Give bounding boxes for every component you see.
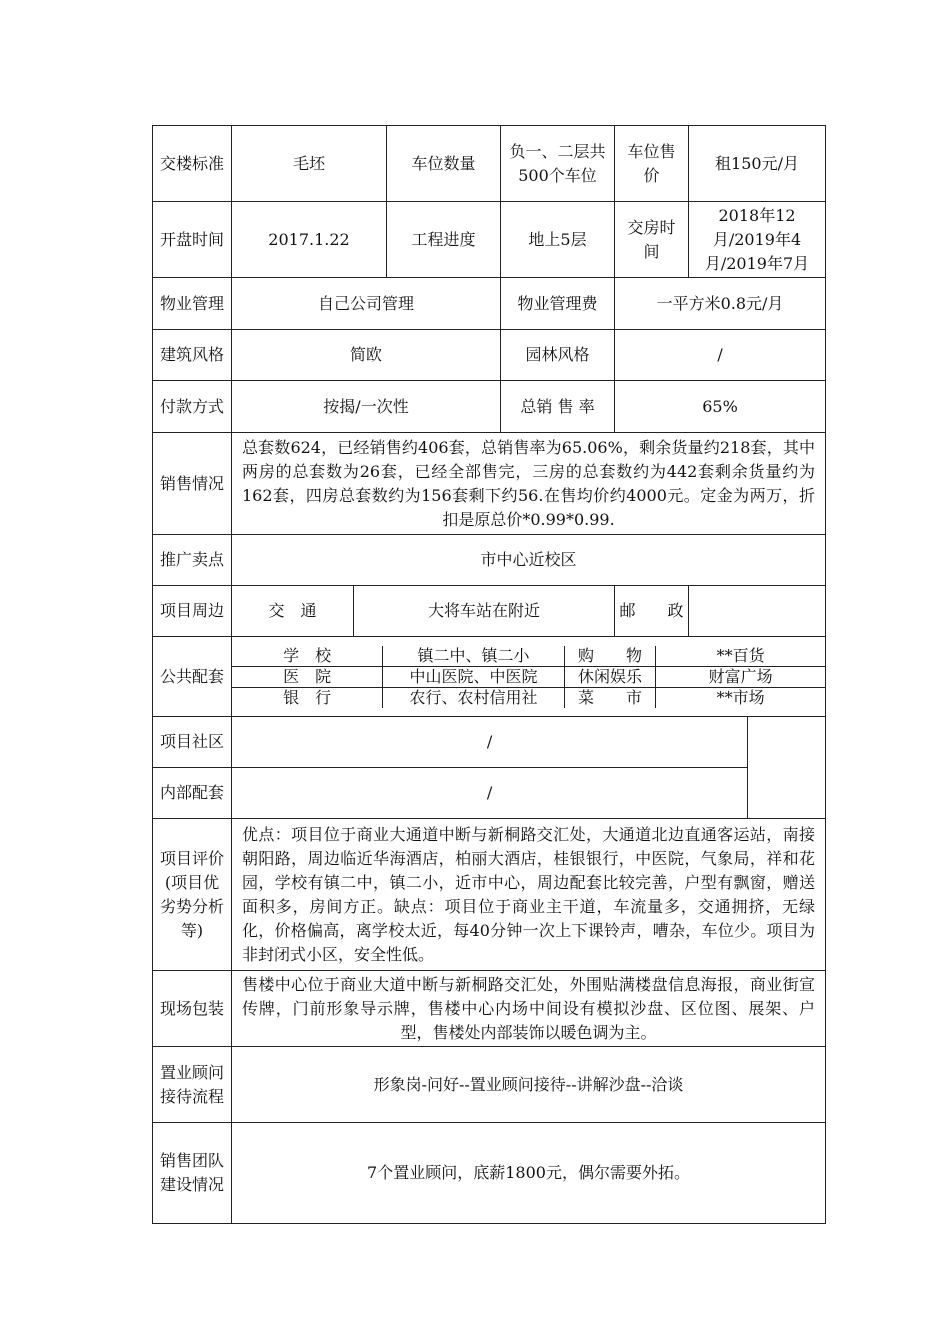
reception-process-label: 置业顾问接待流程: [153, 1047, 232, 1123]
promotion-label: 推广卖点: [153, 535, 232, 586]
packaging-label: 现场包装: [153, 971, 232, 1047]
row-surroundings: [153, 586, 826, 637]
project-info-table-wrapper: [152, 125, 825, 1224]
progress-label: 工程进度: [387, 202, 501, 278]
packaging-text: 售楼中心位于商业大道中断与新桐路交汇处，外围贴满楼盘信息海报，商业街宣传牌，门前形象导示牌，售楼中心内场中间设有模拟沙盘、区位图、展架、户型，售楼处内部装饰以暖色调为主。: [232, 971, 826, 1047]
property-management-label: 物业管理: [153, 278, 232, 330]
row-team: [153, 1123, 826, 1224]
parking-count-value: 负一、二层共500个车位: [501, 126, 615, 202]
facility-key: 休闲娱乐: [564, 666, 655, 687]
promotion-value: 市中心近校区: [232, 535, 826, 586]
row-packaging: [153, 971, 826, 1047]
parking-count-label: 车位数量: [387, 126, 501, 202]
sales-rate-label: 总销 售 率: [501, 381, 615, 433]
row-delivery-standard: [153, 126, 826, 202]
handover-time-value: 2018年12月/2019年4月/2019年7月: [689, 202, 826, 278]
row-community: [153, 717, 826, 768]
facility-row: [232, 646, 825, 667]
facility-key: 银 行: [232, 687, 383, 708]
row-opening: [153, 202, 826, 278]
row-promotion: [153, 535, 826, 586]
property-management-value: 自己公司管理: [232, 278, 501, 330]
row-evaluation: [153, 819, 826, 971]
handover-time-label: 交房时间: [615, 202, 689, 278]
row-internal: [153, 768, 826, 819]
facilities-grid-cell: [232, 637, 826, 717]
internal-facilities-value: /: [232, 768, 748, 819]
sales-rate-value: 65%: [615, 381, 826, 433]
row-facilities: [153, 637, 826, 717]
architecture-style-label: 建筑风格: [153, 330, 232, 381]
payment-method-value: 按揭/一次性: [232, 381, 501, 433]
reception-process-value: 形象岗-问好--置业顾问接待--讲解沙盘--洽谈: [232, 1047, 826, 1123]
row-sales: [153, 433, 826, 535]
row-property: [153, 278, 826, 330]
progress-value: 地上5层: [501, 202, 615, 278]
garden-style-value: /: [615, 330, 826, 381]
evaluation-label: 项目评价(项目优劣势分析等): [153, 819, 232, 971]
post-value: [689, 586, 826, 637]
facility-key: 医 院: [232, 666, 383, 687]
facilities-label: 公共配套: [153, 637, 232, 717]
sales-status-text: 总套数624，已经销售约406套，总销售率为65.06%，剩余货量约218套，其中两房的总套数为26套，已经全部售完，三房的总套数约为442套剩余货量约为162套，四房总套数约为156套剩下约56.在售均价约4000元。定金为两万，折扣是原总价*0.99*0.99.: [232, 433, 826, 535]
facility-value: **市场: [656, 687, 825, 708]
internal-facilities-label: 内部配套: [153, 768, 232, 819]
sales-status-label: 销售情况: [153, 433, 232, 535]
post-label: 邮 政: [615, 586, 689, 637]
delivery-standard-label: 交楼标准: [153, 126, 232, 202]
payment-method-label: 付款方式: [153, 381, 232, 433]
facility-value: **百货: [656, 646, 825, 667]
garden-style-label: 园林风格: [501, 330, 615, 381]
opening-time-value: 2017.1.22: [232, 202, 387, 278]
facility-value: 镇二中、镇二小: [383, 646, 565, 667]
property-fee-label: 物业管理费: [501, 278, 615, 330]
opening-time-label: 开盘时间: [153, 202, 232, 278]
facility-value: 农行、农村信用社: [383, 687, 565, 708]
traffic-value: 大将车站在附近: [354, 586, 615, 637]
parking-price-value: 租150元/月: [689, 126, 826, 202]
sales-team-value: 7个置业顾问，底薪1800元，偶尔需要外拓。: [232, 1123, 826, 1224]
community-value: /: [232, 717, 748, 768]
facility-row: [232, 687, 825, 708]
row-payment: [153, 381, 826, 433]
facility-key: 菜 市: [564, 687, 655, 708]
traffic-label: 交 通: [232, 586, 354, 637]
row-process: [153, 1047, 826, 1123]
facilities-grid: [232, 646, 825, 708]
facility-value: 财富广场: [656, 666, 825, 687]
facility-key: 购 物: [564, 646, 655, 667]
project-info-table: [152, 125, 826, 1224]
parking-price-label: 车位售价: [615, 126, 689, 202]
facility-key: 学 校: [232, 646, 383, 667]
surroundings-label: 项目周边: [153, 586, 232, 637]
facility-value: 中山医院、中医院: [383, 666, 565, 687]
delivery-standard-value: 毛坯: [232, 126, 387, 202]
facility-row: [232, 666, 825, 687]
evaluation-text: 优点：项目位于商业大通道中断与新桐路交汇处，大通道北边直通客运站，南接朝阳路，周边临近华海酒店，柏丽大酒店，桂银银行，中医院，气象局，祥和花园，学校有镇二中，镇二小，近市中心，周边配套比较完善，户型有飘窗，赠送面积多，房间方正。缺点：项目位于商业主干道，车流量多，交通拥挤，无绿化，价格偏高，离学校太近，每40分钟一次上下课铃声，嘈杂，车位少。项目为非封闭式小区，安全性低。: [232, 819, 826, 971]
property-fee-value: 一平方米0.8元/月: [615, 278, 826, 330]
community-label: 项目社区: [153, 717, 232, 768]
architecture-style-value: 简欧: [232, 330, 501, 381]
sales-team-label: 销售团队建设情况: [153, 1123, 232, 1224]
row-style: [153, 330, 826, 381]
empty-cell: [748, 717, 826, 819]
